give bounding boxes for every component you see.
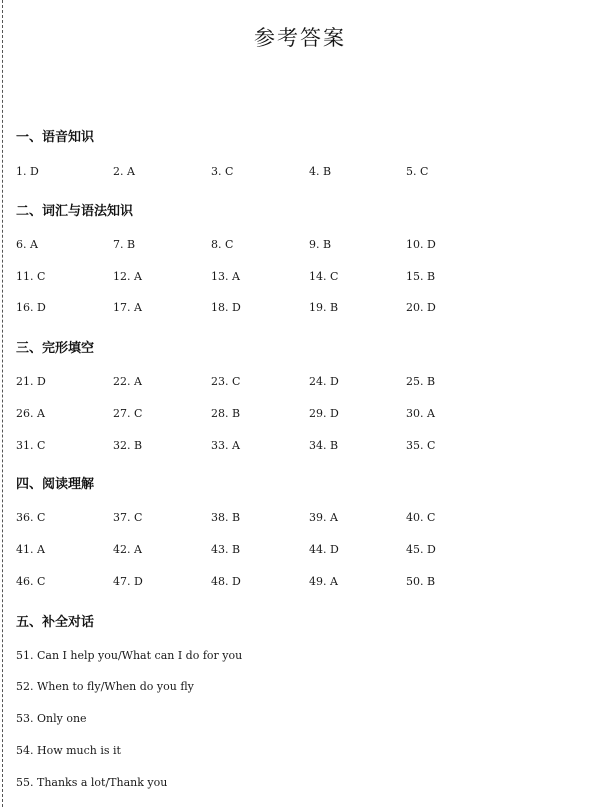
answer-item: 35. C [406, 439, 436, 452]
answer-item: 29. D [309, 407, 339, 420]
answer-item: 36. C [16, 511, 46, 524]
answer-item: 21. D [16, 375, 46, 388]
answer-item: 24. D [309, 375, 339, 388]
answer-item: 27. C [113, 407, 143, 420]
answer-row [16, 575, 576, 591]
dialogue-answer-line: 53. Only one [16, 712, 87, 725]
answer-row [16, 270, 576, 286]
answer-item: 32. B [113, 439, 143, 452]
answer-row [16, 301, 576, 317]
dialogue-answer-line: 51. Can I help you/What can I do for you [16, 649, 243, 662]
answer-item: 12. A [113, 270, 142, 283]
answer-item: 45. D [406, 543, 436, 556]
answer-row [16, 407, 576, 423]
dialogue-answer-line: 55. Thanks a lot/Thank you [16, 776, 168, 789]
dialogue-answer-line: 52. When to fly/When do you fly [16, 680, 194, 693]
answer-row [16, 511, 576, 527]
answer-item: 10. D [406, 238, 436, 251]
answer-item: 49. A [309, 575, 338, 588]
section-heading-phonetics: 一、语音知识 [16, 130, 95, 145]
answer-item: 30. A [406, 407, 435, 420]
answer-item: 39. A [309, 511, 338, 524]
answer-item: 15. B [406, 270, 436, 283]
section-heading-vocab-grammar: 二、词汇与语法知识 [16, 204, 134, 219]
section-heading-cloze: 三、完形填空 [16, 341, 95, 356]
answer-item: 16. D [16, 301, 46, 314]
answer-item: 18. D [211, 301, 241, 314]
answer-item: 40. C [406, 511, 436, 524]
answer-item: 37. C [113, 511, 143, 524]
answer-item: 2. A [113, 165, 135, 178]
page-left-dashed-border [2, 0, 3, 807]
answer-item: 5. C [406, 165, 429, 178]
answer-item: 13. A [211, 270, 240, 283]
answer-row [16, 165, 576, 181]
answer-item: 50. B [406, 575, 436, 588]
section-heading-reading: 四、阅读理解 [16, 477, 95, 492]
answer-item: 14. C [309, 270, 339, 283]
answer-item: 22. A [113, 375, 142, 388]
answer-item: 48. D [211, 575, 241, 588]
answer-item: 17. A [113, 301, 142, 314]
answer-item: 31. C [16, 439, 46, 452]
answer-item: 9. B [309, 238, 332, 251]
answer-item: 47. D [113, 575, 143, 588]
answer-item: 41. A [16, 543, 45, 556]
answer-item: 34. B [309, 439, 339, 452]
answer-item: 26. A [16, 407, 45, 420]
answer-item: 43. B [211, 543, 241, 556]
dialogue-answer-line: 54. How much is it [16, 744, 121, 757]
section-heading-dialogue: 五、补全对话 [16, 615, 95, 630]
answer-item: 3. C [211, 165, 234, 178]
answer-row [16, 439, 576, 455]
answer-row [16, 375, 576, 391]
answer-item: 20. D [406, 301, 436, 314]
answer-item: 44. D [309, 543, 339, 556]
answer-item: 7. B [113, 238, 136, 251]
answer-item: 11. C [16, 270, 46, 283]
answer-row [16, 543, 576, 559]
answer-item: 46. C [16, 575, 46, 588]
answer-item: 19. B [309, 301, 339, 314]
answer-item: 28. B [211, 407, 241, 420]
answer-item: 38. B [211, 511, 241, 524]
answer-row [16, 238, 576, 254]
answer-item: 33. A [211, 439, 240, 452]
answer-item: 8. C [211, 238, 234, 251]
answer-item: 25. B [406, 375, 436, 388]
answer-item: 6. A [16, 238, 38, 251]
answer-item: 42. A [113, 543, 142, 556]
answer-item: 4. B [309, 165, 332, 178]
answer-item: 1. D [16, 165, 39, 178]
page-title: 参考答案 [254, 26, 346, 50]
answer-item: 23. C [211, 375, 241, 388]
